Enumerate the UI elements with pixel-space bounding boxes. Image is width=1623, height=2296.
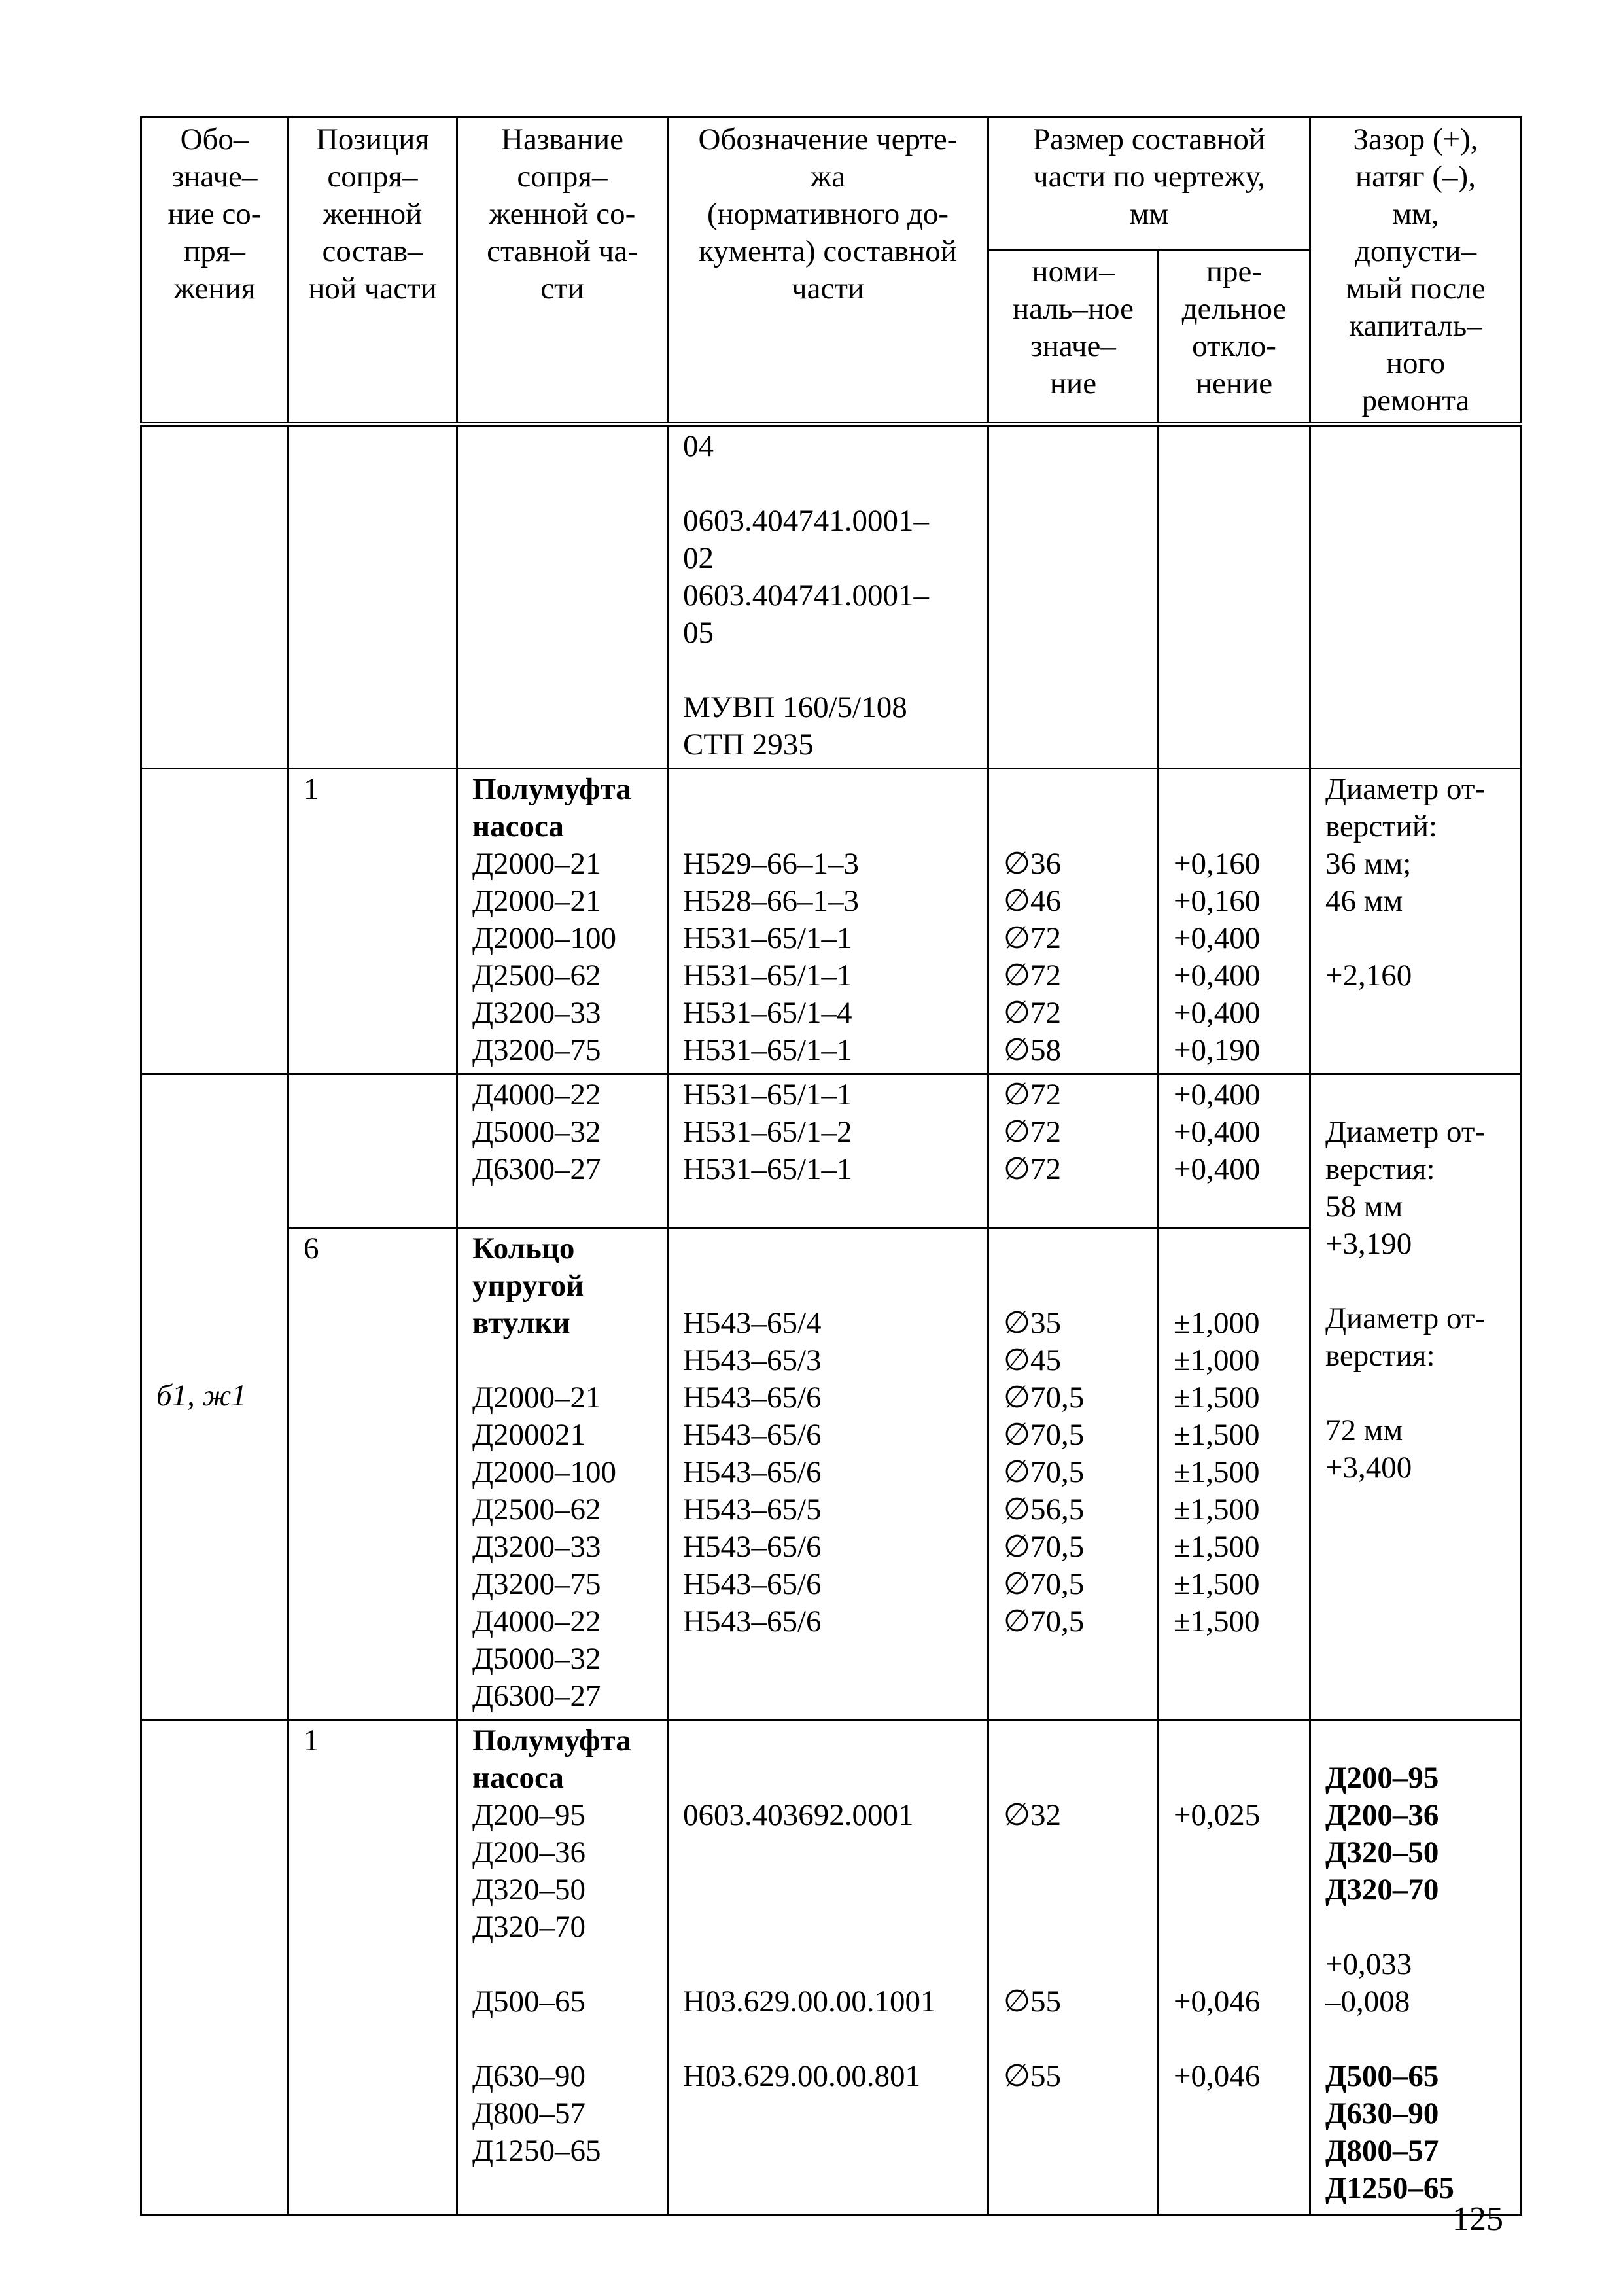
pump-models <box>472 1305 655 1715</box>
text-line: Д800–57 <box>1325 2134 1439 2168</box>
text-line: жа <box>810 160 846 194</box>
text-line: Диаметр от- <box>1325 1115 1486 1149</box>
text-line: ∅70,5 <box>1003 1530 1085 1564</box>
text-line: Н529–66–1–3 <box>683 847 859 881</box>
cell-nominal <box>988 1228 1159 1720</box>
text-line: Позиция <box>315 122 430 156</box>
text-line: 0603.404741.0001– <box>683 504 929 538</box>
text-line: Обозначение черте- <box>698 122 958 156</box>
text-line: ного <box>1386 346 1446 380</box>
text-line: ±1,500 <box>1174 1604 1260 1638</box>
text-line: Д800–57 <box>472 2096 586 2130</box>
text-line: ±1,000 <box>1174 1343 1260 1377</box>
cell-designation <box>141 425 288 769</box>
text-line: Д3200–75 <box>472 1567 601 1601</box>
cell-part-name <box>457 769 668 1074</box>
table-row <box>141 769 1522 1074</box>
text-line: ∅35 <box>1003 1306 1061 1340</box>
cell-deviation <box>1159 769 1310 1074</box>
header-position <box>288 118 457 425</box>
text-line <box>1003 1946 1145 1983</box>
cell-nominal <box>988 425 1159 769</box>
text-line: ∅70,5 <box>1003 1604 1085 1638</box>
text-line: 02 <box>683 541 714 575</box>
text-line <box>1325 1375 1509 1412</box>
cell-designation <box>141 1720 288 2215</box>
text-line: ние со- <box>167 197 262 231</box>
text-line: (нормативного до- <box>707 197 949 231</box>
text-line <box>1174 808 1297 845</box>
header-size <box>988 118 1310 250</box>
text-line: ∅70,5 <box>1003 1455 1085 1489</box>
text-line: +0,400 <box>1174 1152 1261 1186</box>
text-line: Д630–90 <box>1325 2096 1439 2130</box>
cell-clearance <box>1310 425 1522 769</box>
text-line <box>1174 1909 1297 1946</box>
text-line <box>683 1909 975 1946</box>
text-line: кумента) составной <box>699 234 957 268</box>
cell-part-name <box>457 1074 668 1228</box>
text-line: 36 мм; <box>1325 847 1412 881</box>
text-line: ±1,500 <box>1174 1567 1260 1601</box>
text-line: ±1,500 <box>1174 1381 1260 1415</box>
text-line: мм <box>1129 197 1169 231</box>
text-line: ±1,500 <box>1174 1492 1260 1527</box>
text-line: Д320–50 <box>472 1873 586 1907</box>
text-line: ∅72 <box>1003 959 1061 993</box>
text-line: 04 <box>683 429 714 463</box>
designation-value: б1, ж1 <box>156 1378 247 1413</box>
text-line: +0,160 <box>1174 847 1261 881</box>
text-line: Диаметр от- <box>1325 1301 1486 1335</box>
text-line: номи– <box>1032 254 1115 289</box>
part-name-bold <box>472 771 655 845</box>
pump-models <box>472 845 655 1069</box>
text-line <box>683 1230 975 1267</box>
text-line: Д6300–27 <box>472 1152 601 1186</box>
text-line: +0,046 <box>1174 2059 1261 2093</box>
cell-nominal <box>988 1074 1159 1228</box>
text-line: Д2000–21 <box>472 1381 601 1415</box>
text-line: Д200021 <box>472 1418 586 1452</box>
text-line: Н543–65/6 <box>683 1455 822 1489</box>
text-line: Д3200–33 <box>472 1530 601 1564</box>
text-line: ∅55 <box>1003 1985 1061 2019</box>
text-line: Д200–36 <box>472 1835 586 1869</box>
text-line <box>1003 808 1145 845</box>
text-line: +3,400 <box>1325 1451 1412 1485</box>
text-line: насоса <box>472 1761 564 1795</box>
text-line: 05 <box>683 616 714 650</box>
text-line: женной <box>323 197 423 231</box>
text-line: ∅46 <box>1003 884 1061 918</box>
text-line: состав– <box>322 234 423 268</box>
text-line <box>683 1946 975 1983</box>
text-line: Кольцо <box>472 1231 575 1265</box>
text-line: –0,008 <box>1325 1985 1410 2019</box>
text-line: +3,190 <box>1325 1227 1412 1261</box>
text-line: МУВП 160/5/108 <box>683 690 907 724</box>
text-line: ∅72 <box>1003 996 1061 1030</box>
text-line: Н03.629.00.00.1001 <box>683 1985 936 2019</box>
text-line <box>1174 1946 1297 1983</box>
cell-drawing <box>668 1720 988 2215</box>
header-clearance <box>1310 118 1522 425</box>
text-line: Д200–95 <box>472 1798 586 1832</box>
text-line <box>1003 2021 1145 2058</box>
text-line: Размер составной <box>1032 122 1266 156</box>
text-line <box>683 465 975 503</box>
header-nominal <box>988 249 1159 424</box>
text-line: Д2500–62 <box>472 959 601 993</box>
text-line: Д320–50 <box>1325 1835 1439 1869</box>
text-line: женной со- <box>489 197 636 231</box>
text-line: Д5000–32 <box>472 1642 601 1676</box>
text-line: Д3200–75 <box>472 1033 601 1067</box>
text-line: Д2500–62 <box>472 1492 601 1527</box>
header-part-name <box>457 118 668 425</box>
text-line: +0,400 <box>1174 996 1261 1030</box>
clearance-models-top <box>1325 1722 1509 1909</box>
text-line: дельное <box>1181 291 1287 326</box>
text-line: ставной ча- <box>487 234 638 268</box>
text-line <box>472 2021 655 2058</box>
table-row <box>141 1074 1522 1228</box>
text-line: верстий: <box>1325 809 1438 843</box>
text-line: части <box>791 272 865 306</box>
text-line: Н531–65/1–1 <box>683 1033 852 1067</box>
text-line: сопря– <box>517 160 608 194</box>
text-line: +0,400 <box>1174 921 1261 955</box>
text-line: ∅72 <box>1003 1152 1061 1186</box>
cell-designation <box>141 1074 288 1720</box>
text-line: Диаметр от- <box>1325 772 1486 806</box>
text-line: допусти– <box>1354 234 1477 268</box>
text-line: Н543–65/6 <box>683 1381 822 1415</box>
text-line: ∅72 <box>1003 1115 1061 1149</box>
text-line: верстия: <box>1325 1339 1435 1373</box>
cell-position <box>288 1074 457 1228</box>
text-line: 46 мм <box>1325 884 1403 918</box>
text-line <box>1325 1722 1509 1759</box>
text-line: ние <box>1049 366 1097 400</box>
text-line <box>683 1871 975 1909</box>
text-line <box>1003 1871 1145 1909</box>
text-line: Д1250–65 <box>472 2134 601 2168</box>
text-line: Д320–70 <box>472 1910 586 1944</box>
text-line: ∅32 <box>1003 1798 1061 1832</box>
cell-clearance <box>1310 1720 1522 2215</box>
text-line: 0603.404741.0001– <box>683 578 929 612</box>
cell-deviation <box>1159 1074 1310 1228</box>
cell-deviation <box>1159 425 1310 769</box>
text-line: Д320–70 <box>1325 1873 1439 1907</box>
text-line: мм, <box>1392 197 1439 231</box>
text-line: сти <box>540 272 584 306</box>
text-line: Н543–65/6 <box>683 1604 822 1638</box>
text-line <box>1174 1722 1297 1759</box>
text-line: ∅72 <box>1003 921 1061 955</box>
text-line: Д500–65 <box>472 1985 586 2019</box>
cell-part-name <box>457 425 668 769</box>
text-line: Полумуфта <box>472 772 631 806</box>
text-line: ∅72 <box>1003 1078 1061 1112</box>
text-line <box>683 1834 975 1871</box>
cell-position <box>288 425 457 769</box>
text-line: ной части <box>308 272 437 306</box>
text-line <box>1174 1230 1297 1267</box>
cell-position <box>288 1720 457 2215</box>
text-line: 0603.403692.0001 <box>683 1798 914 1832</box>
position-value: 1 <box>304 772 319 806</box>
text-line: нение <box>1195 366 1273 400</box>
text-line: Д4000–22 <box>472 1078 601 1112</box>
cell-deviation <box>1159 1720 1310 2215</box>
text-line <box>1174 1267 1297 1305</box>
text-line: +2,160 <box>1325 959 1412 993</box>
text-line <box>1003 1230 1145 1267</box>
coupling-clearance-table <box>140 116 1522 2216</box>
text-line: втулки <box>472 1306 570 1340</box>
text-line: ∅70,5 <box>1003 1381 1085 1415</box>
header-drawing <box>668 118 988 425</box>
text-line: +0,046 <box>1174 1985 1261 2019</box>
cell-clearance <box>1310 769 1522 1074</box>
cell-nominal <box>988 769 1159 1074</box>
text-line: Полумуфта <box>472 1723 631 1757</box>
text-line: значе– <box>171 160 258 194</box>
cell-drawing <box>668 769 988 1074</box>
text-line <box>1003 1267 1145 1305</box>
cell-deviation <box>1159 1228 1310 1720</box>
text-line: сопря– <box>327 160 418 194</box>
text-line: +0,033 <box>1325 1947 1412 1981</box>
text-line: пря– <box>184 234 245 268</box>
text-line <box>683 1759 975 1797</box>
text-line: ∅58 <box>1003 1033 1061 1067</box>
text-line: Н543–65/6 <box>683 1530 822 1564</box>
text-line: насоса <box>472 809 564 843</box>
cell-position <box>288 769 457 1074</box>
table-row <box>141 1720 1522 2215</box>
text-line <box>683 1722 975 1759</box>
text-line: ±1,500 <box>1174 1530 1260 1564</box>
text-line: Д630–90 <box>472 2059 586 2093</box>
text-line: части по чертежу, <box>1032 160 1265 194</box>
text-line: Н03.629.00.00.801 <box>683 2059 920 2093</box>
table-row <box>141 425 1522 769</box>
text-line: 72 мм <box>1325 1413 1403 1447</box>
text-line: Д2000–100 <box>472 921 617 955</box>
cell-part-name <box>457 1720 668 2215</box>
position-value: 6 <box>304 1231 319 1265</box>
text-line: ∅70,5 <box>1003 1418 1085 1452</box>
text-line: Д200–36 <box>1325 1798 1439 1832</box>
text-line <box>1003 1909 1145 1946</box>
cell-drawing <box>668 1228 988 1720</box>
text-line: Н531–65/1–1 <box>683 959 852 993</box>
text-line: ∅56,5 <box>1003 1492 1085 1527</box>
text-line: Д2000–100 <box>472 1455 617 1489</box>
text-line: +0,400 <box>1174 1078 1261 1112</box>
text-line: Н531–65/1–1 <box>683 1152 852 1186</box>
text-line: Д200–95 <box>1325 1761 1439 1795</box>
pump-models <box>472 1797 655 2170</box>
text-line: ∅45 <box>1003 1343 1061 1377</box>
cell-part-name <box>457 1228 668 1720</box>
text-line: пре- <box>1206 254 1263 289</box>
text-line: ±1,500 <box>1174 1418 1260 1452</box>
text-line: упругой <box>472 1269 584 1303</box>
text-line <box>683 1267 975 1305</box>
text-line: Д3200–33 <box>472 996 601 1030</box>
text-line: Д2000–21 <box>472 884 601 918</box>
text-line: Н543–65/4 <box>683 1306 822 1340</box>
text-line: жения <box>173 272 256 306</box>
text-line <box>1325 920 1509 957</box>
text-line: Д1250–65 <box>1325 2171 1454 2205</box>
text-line <box>1174 771 1297 808</box>
text-line <box>472 1946 655 1983</box>
text-line: Д2000–21 <box>472 847 601 881</box>
text-line: капиталь– <box>1349 309 1482 343</box>
text-line: ∅55 <box>1003 2059 1061 2093</box>
header-designation <box>141 118 288 425</box>
text-line: Д5000–32 <box>472 1115 601 1149</box>
text-line: 58 мм <box>1325 1190 1403 1224</box>
text-line: верстия: <box>1325 1152 1435 1186</box>
text-line <box>1325 2021 1509 2058</box>
text-line: Д500–65 <box>1325 2059 1439 2093</box>
text-line <box>683 2021 975 2058</box>
part-name-bold <box>472 1722 655 1797</box>
header-deviation <box>1159 249 1310 424</box>
text-line: ∅36 <box>1003 847 1061 881</box>
text-line: мый после <box>1346 272 1486 306</box>
text-line: значе– <box>1030 328 1116 363</box>
text-line <box>683 808 975 845</box>
text-line <box>1325 1909 1509 1946</box>
text-line: ремонта <box>1361 383 1470 417</box>
cell-clearance <box>1310 1074 1522 1720</box>
text-line <box>683 771 975 808</box>
clearance-values <box>1325 1909 1509 2058</box>
text-line <box>683 652 975 689</box>
text-line: Д6300–27 <box>472 1679 601 1713</box>
text-line <box>1325 1263 1509 1300</box>
text-line <box>1003 1722 1145 1759</box>
text-line: +0,400 <box>1174 1115 1261 1149</box>
text-line: натяг (–), <box>1355 160 1476 194</box>
text-line: Н531–65/1–4 <box>683 996 852 1030</box>
cell-drawing <box>668 1074 988 1228</box>
text-line <box>1174 1871 1297 1909</box>
text-line: Зазор (+), <box>1353 122 1478 156</box>
text-line: Название <box>501 122 623 156</box>
text-line: Н543–65/6 <box>683 1567 822 1601</box>
text-line: наль–ное <box>1013 291 1134 326</box>
header-row <box>141 118 1522 250</box>
text-line: ±1,500 <box>1174 1455 1260 1489</box>
text-line: Обо– <box>180 122 249 156</box>
cell-position <box>288 1228 457 1720</box>
cell-drawing <box>668 425 988 769</box>
text-line: +0,025 <box>1174 1798 1261 1832</box>
position-value: 1 <box>304 1723 319 1757</box>
text-line: Н528–66–1–3 <box>683 884 859 918</box>
text-line: +0,400 <box>1174 959 1261 993</box>
clearance-models-bottom <box>1325 2058 1509 2207</box>
text-line: откло- <box>1192 328 1276 363</box>
page-number: 125 <box>1452 2200 1503 2238</box>
text-line: Д4000–22 <box>472 1604 601 1638</box>
text-line: +0,190 <box>1174 1033 1261 1067</box>
text-line <box>1174 1759 1297 1797</box>
text-line <box>1003 771 1145 808</box>
text-line: ±1,000 <box>1174 1306 1260 1340</box>
text-line: СТП 2935 <box>683 728 814 762</box>
text-line: Н543–65/6 <box>683 1418 822 1452</box>
text-line: Н543–65/3 <box>683 1343 822 1377</box>
text-line <box>1003 1834 1145 1871</box>
cell-designation <box>141 769 288 1074</box>
text-line: Н543–65/5 <box>683 1492 822 1527</box>
text-line: ∅70,5 <box>1003 1567 1085 1601</box>
text-line: Н531–65/1–1 <box>683 1078 852 1112</box>
text-line <box>1003 1759 1145 1797</box>
text-line <box>1174 2021 1297 2058</box>
cell-nominal <box>988 1720 1159 2215</box>
text-line: +0,160 <box>1174 884 1261 918</box>
text-line <box>1174 1834 1297 1871</box>
text-line: Н531–65/1–2 <box>683 1115 852 1149</box>
text-line: Н531–65/1–1 <box>683 921 852 955</box>
text-line <box>1325 1076 1509 1114</box>
